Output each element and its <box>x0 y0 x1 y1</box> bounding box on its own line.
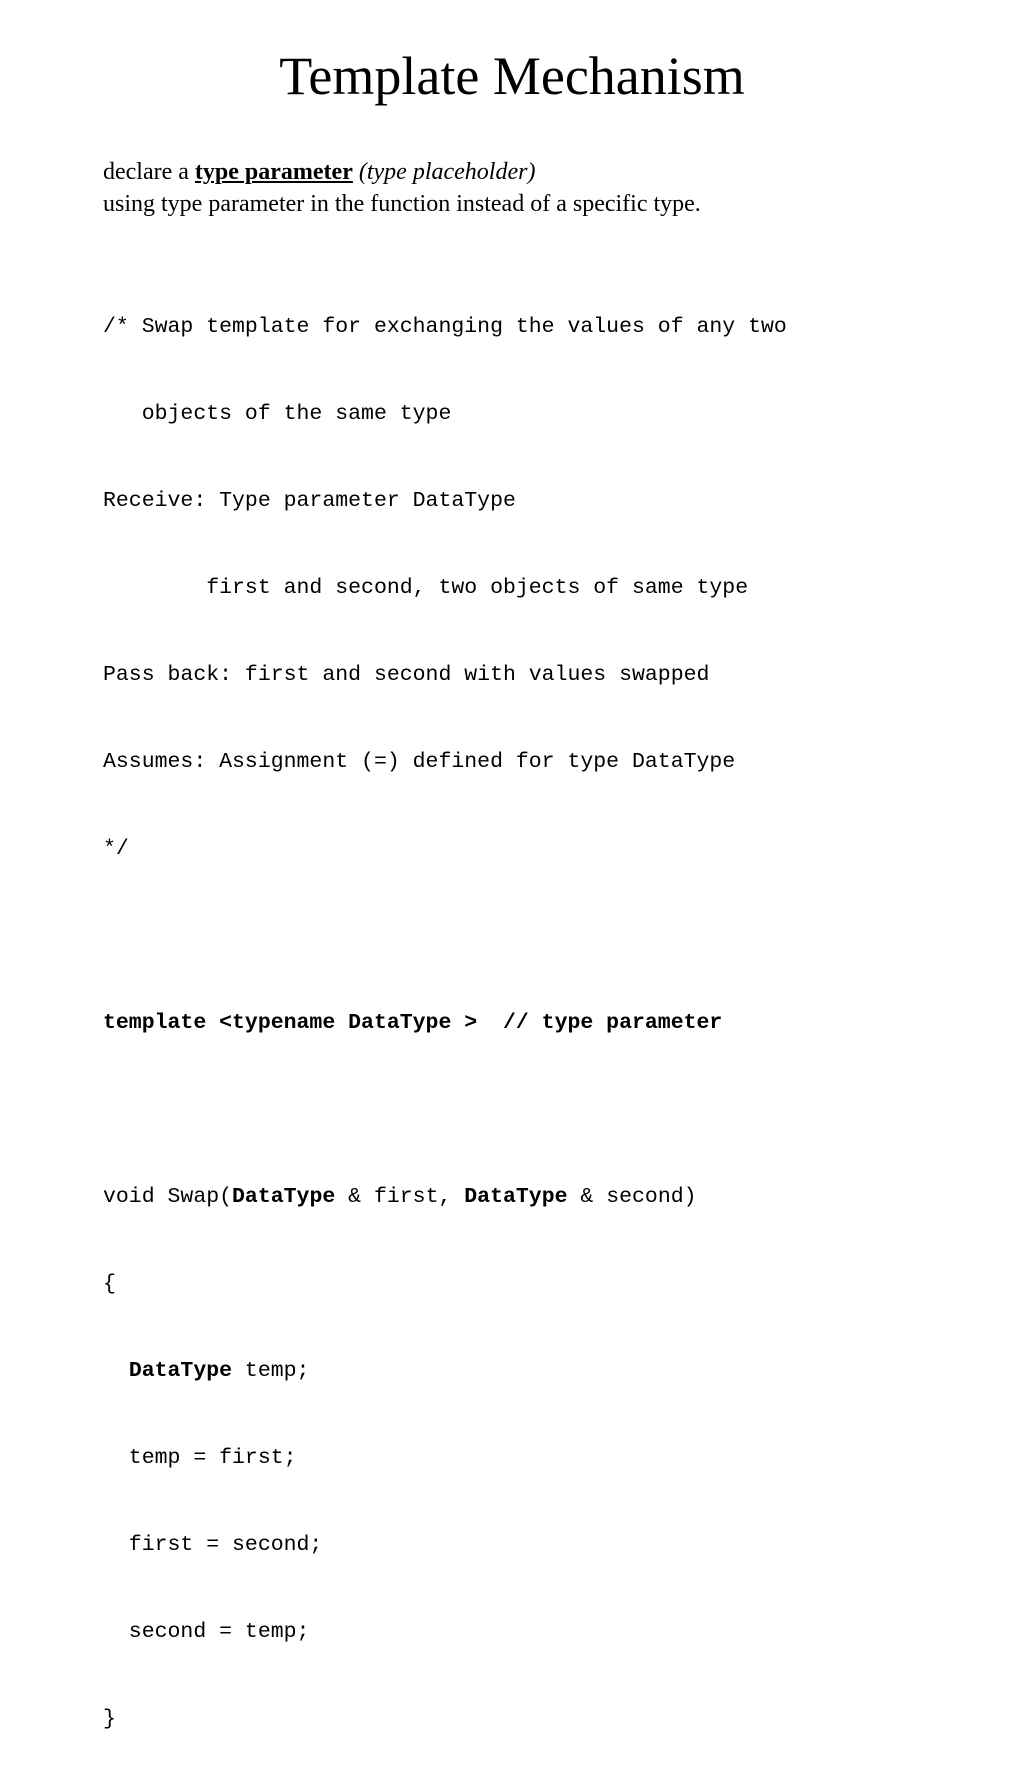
body-line-1 <box>103 1357 787 1386</box>
type-parameter-term: type parameter <box>194 159 353 185</box>
comment-line-5: Pass back: first and second with values swapped <box>103 663 710 687</box>
close-brace: } <box>103 1707 116 1731</box>
slide-title: Template Mechanism <box>279 46 745 106</box>
comment-line-4: first and second, two objects of same type <box>103 576 749 600</box>
code-block <box>103 255 787 1792</box>
blank-line-1 <box>103 922 787 951</box>
template-declaration: template <typename DataType > // type parameter <box>103 1011 723 1035</box>
comment-line-1: /* Swap template for exchanging the values of any two <box>103 315 787 339</box>
body-line-3: first = second; <box>103 1533 323 1557</box>
intro-line-1 <box>103 156 701 188</box>
body-indent <box>103 1359 129 1383</box>
signature-type-1: DataType <box>232 1185 336 1209</box>
decl-rest: temp; <box>232 1359 310 1383</box>
body-line-4: second = temp; <box>103 1620 310 1644</box>
comment-line-6: Assumes: Assignment (=) defined for type DataType <box>103 750 736 774</box>
comment-line-3: Receive: Type parameter DataType <box>103 489 516 513</box>
intro-line-2: using type parameter in the function instead of a specific type. <box>103 191 701 217</box>
body-line-2: temp = first; <box>103 1446 297 1470</box>
intro-text <box>103 156 701 220</box>
function-signature <box>103 1183 787 1212</box>
open-brace: { <box>103 1272 116 1296</box>
comment-line-7: */ <box>103 837 129 861</box>
decl-type: DataType <box>128 1359 233 1383</box>
blank-line-2 <box>103 1096 787 1125</box>
signature-type-2: DataType <box>464 1185 568 1209</box>
signature-suffix: & second) <box>567 1185 697 1209</box>
signature-mid: & first, <box>335 1185 465 1209</box>
intro-line-1-prefix: declare a <box>103 159 195 185</box>
type-placeholder-note: (type placeholder) <box>358 159 536 185</box>
signature-prefix: void Swap( <box>103 1185 233 1209</box>
comment-line-2: objects of the same type <box>103 402 452 426</box>
